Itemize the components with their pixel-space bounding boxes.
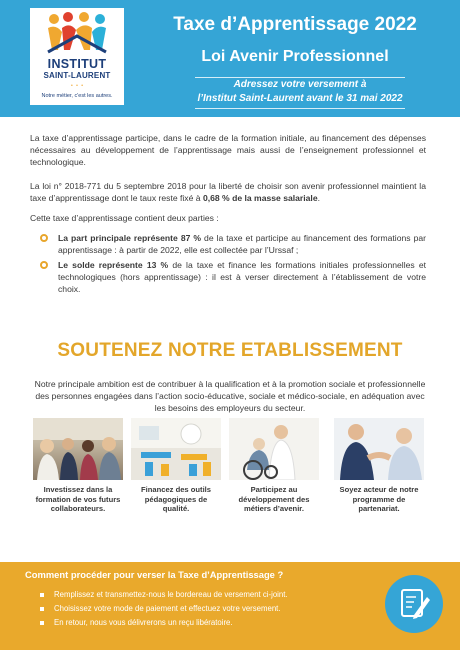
bullet-text: de la taxe et finance les formations initiales professionnelles et technologiques (hors apprentissage) : il est à verser directement à l’établissement de votre choix. <box>58 260 427 294</box>
logo-figures-icon <box>44 12 110 56</box>
section-title: SOUTENEZ NOTRE ETABLISSEMENT <box>57 340 403 361</box>
logo <box>30 8 124 105</box>
page-title: Taxe d’Apprentissage 2022 <box>173 14 417 35</box>
logo-dots: • • • <box>71 83 85 89</box>
intro-paragraph-2 <box>30 180 426 204</box>
step-text: En retour, nous vous délivrerons un reçu libératoire. <box>54 618 233 627</box>
bullet-text: de la taxe et participe au financement des formations par apprentissage : à partir de 2022, elle est collectée par l’Urssaf ; <box>58 233 426 255</box>
caregiver-photo <box>229 418 319 480</box>
ambition-paragraph: Notre principale ambition est de contribuer à la qualification et à la promotion sociale et professionnelle des personnes engagées dans l’action socio-éducative, sociale et médico-sociale, en adéquation avec les besoins des employeurs du secteur. <box>34 379 426 413</box>
card-caption: Participez au développement des métiers d’avenir. <box>238 485 310 513</box>
card-tools <box>131 418 221 514</box>
logo-motto: Notre métier, c'est les autres. <box>41 93 113 99</box>
steps-list <box>40 588 360 630</box>
step-text: Remplissez et transmettez-nous le bordereau de versement ci-joint. <box>54 590 288 599</box>
list-item <box>40 259 426 295</box>
card-careers <box>229 418 319 514</box>
footer-title: Comment procéder pour verser la Taxe d’Apprentissage ? <box>25 569 284 580</box>
circle-bullet-icon <box>40 234 48 242</box>
card-caption: Soyez acteur de notre programme de partenariat. <box>339 485 419 513</box>
tax-parts-list <box>40 232 426 298</box>
intro-p2-text: La loi n° 2018-771 du 5 septembre 2018 pour la liberté de choisir son avenir professionnel maintient la taxe d’apprentissage dont le taux reste fixé à <box>30 181 426 203</box>
card-training <box>33 418 123 514</box>
deadline-note-line1: Adressez votre versement à <box>233 79 367 90</box>
logo-name-2: SAINT-LAURENT <box>43 71 111 80</box>
training-photo <box>33 418 123 480</box>
divider-top <box>195 77 405 78</box>
list-item <box>40 588 360 602</box>
intro-paragraph-3: Cette taxe d’apprentissage contient deux parties : <box>30 213 219 223</box>
step-text: Choisissez votre mode de paiement et effectuez votre versement. <box>54 604 281 613</box>
deadline-note-line2: l’Institut Saint-Laurent avant le 31 mai 2022 <box>197 93 403 104</box>
bullet-bold: La part principale représente 87 % <box>58 233 202 243</box>
circle-bullet-icon <box>40 261 48 269</box>
classroom-photo <box>131 418 221 480</box>
bullet-bold: Le solde représente 13 % <box>58 260 169 270</box>
handshake-photo <box>334 418 424 480</box>
square-bullet-icon <box>40 621 44 625</box>
document-pen-icon <box>385 575 443 633</box>
card-caption: Financez des outils pédagogiques de qualité. <box>140 485 212 513</box>
tax-rate-highlight: 0,68 % de la masse salariale <box>202 193 318 203</box>
list-item <box>40 602 360 616</box>
page-subtitle: Loi Avenir Professionnel <box>201 48 389 65</box>
list-item <box>40 616 360 630</box>
square-bullet-icon <box>40 607 44 611</box>
logo-name: INSTITUT <box>47 57 107 71</box>
card-caption: Investissez dans la formation de vos futurs collaborateurs. <box>35 485 121 513</box>
card-partnership <box>334 418 424 514</box>
list-item <box>40 232 426 256</box>
divider-bottom <box>195 108 405 109</box>
intro-paragraph-1: La taxe d’apprentissage participe, dans le cadre de la formation initiale, au financement des dépenses nécessaires au développement de l’apprentissage mais aussi de l’enseignement professionnel et technologique. <box>30 133 426 167</box>
intro-p2-end: . <box>317 193 320 203</box>
square-bullet-icon <box>40 593 44 597</box>
